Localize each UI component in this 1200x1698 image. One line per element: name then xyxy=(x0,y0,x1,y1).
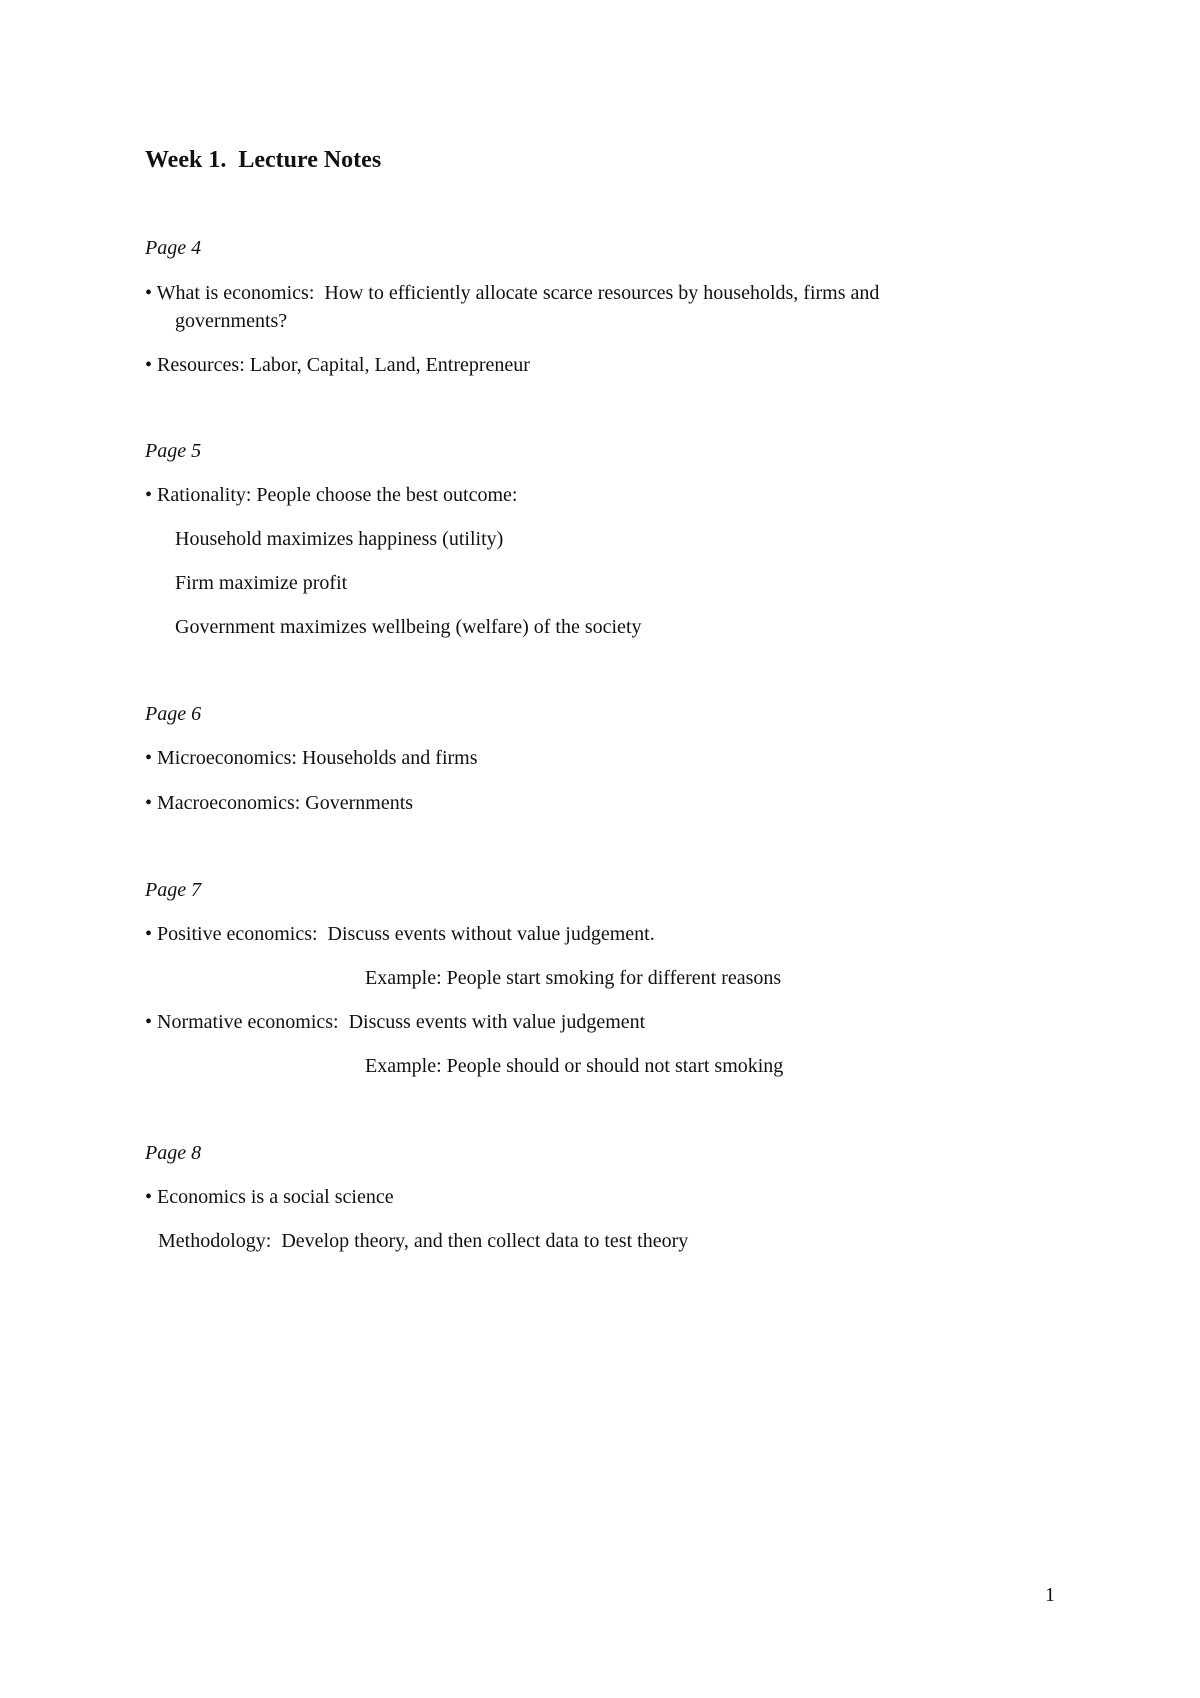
section-heading-page-7: Page 7 xyxy=(145,879,202,901)
bullet-resources: • Resources: Labor, Capital, Land, Entrepreneur xyxy=(145,354,530,376)
bullet-social-science: • Economics is a social science xyxy=(145,1186,394,1208)
methodology-line: Methodology: Develop theory, and then collect data to test theory xyxy=(158,1230,689,1252)
bullet-microeconomics: • Microeconomics: Households and firms xyxy=(145,747,478,769)
bullet-rationality: • Rationality: People choose the best outcome: xyxy=(145,484,518,506)
section-heading-page-8: Page 8 xyxy=(145,1142,202,1164)
rationality-government: Government maximizes wellbeing (welfare) of the society xyxy=(175,616,642,638)
bullet-what-is-economics-continued: governments? xyxy=(175,310,288,332)
document-title: Week 1. Lecture Notes xyxy=(145,147,382,173)
section-heading-page-4: Page 4 xyxy=(145,237,202,259)
section-heading-page-6: Page 6 xyxy=(145,703,202,725)
example-normative: Example: People should or should not start smoking xyxy=(365,1055,784,1077)
bullet-normative-economics: • Normative economics: Discuss events with value judgement xyxy=(145,1011,646,1033)
section-heading-page-5: Page 5 xyxy=(145,440,202,462)
bullet-what-is-economics: • What is economics: How to efficiently allocate scarce resources by households, firms and xyxy=(145,282,880,304)
rationality-household: Household maximizes happiness (utility) xyxy=(175,528,504,550)
bullet-macroeconomics: • Macroeconomics: Governments xyxy=(145,792,414,814)
example-positive: Example: People start smoking for different reasons xyxy=(365,967,782,989)
page-number: 1 xyxy=(1045,1584,1055,1606)
bullet-positive-economics: • Positive economics: Discuss events without value judgement. xyxy=(145,923,655,945)
rationality-firm: Firm maximize profit xyxy=(175,572,348,594)
